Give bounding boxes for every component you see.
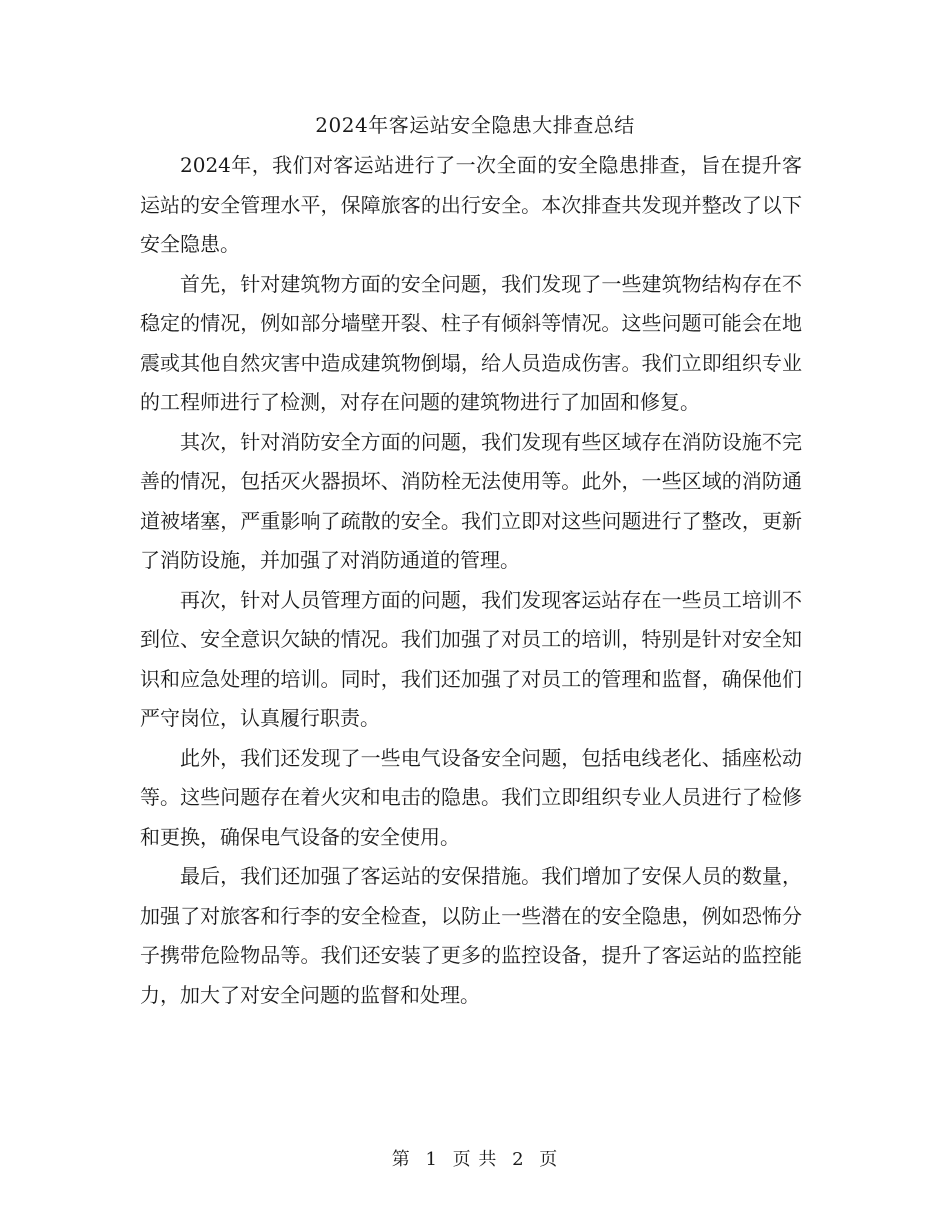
paragraph-personnel: 再次，针对人员管理方面的问题，我们发现客运站存在一些员工培训不到位、安全意识欠缺的情况。我们加强了对员工的培训，特别是针对安全知识和应急处理的培训。同时，我们还加强了对员工的管理和监督，确保他们严守岗位，认真履行职责。 — [140, 587, 802, 730]
document-body — [140, 146, 802, 1015]
footer-page-suffix: 页 — [539, 1149, 559, 1170]
document-title: 2024年客运站安全隐患大排查总结 — [315, 113, 635, 137]
paragraph-fire-safety: 其次，针对消防安全方面的问题，我们发现有些区域存在消防设施不完善的情况，包括灭火器损坏、消防栓无法使用等。此外，一些区域的消防通道被堵塞，严重影响了疏散的安全。我们立即对这些问题进行了整改，更新了消防设施，并加强了对消防通道的管理。 — [140, 429, 802, 572]
paragraph-security: 最后，我们还加强了客运站的安保措施。我们增加了安保人员的数量，加强了对旅客和行李的安全检查，以防止一些潜在的安全隐患，例如恐怖分子携带危险物品等。我们还安装了更多的监控设备，提升了客运站的监控能力，加大了对安全问题的监督和处理。 — [140, 864, 802, 1007]
footer-page-prefix: 第 — [391, 1149, 411, 1170]
footer-page-middle: 页 共 — [452, 1149, 498, 1170]
paragraph-intro: 2024年，我们对客运站进行了一次全面的安全隐患排查，旨在提升客运站的安全管理水平，保障旅客的出行安全。本次排查共发现并整改了以下安全隐患。 — [140, 153, 802, 256]
page-footer — [0, 1147, 950, 1173]
paragraph-buildings: 首先，针对建筑物方面的安全问题，我们发现了一些建筑物结构存在不稳定的情况，例如部分墙壁开裂、柱子有倾斜等情况。这些问题可能会在地震或其他自然灾害中造成建筑物倒塌，给人员造成伤害。我们立即组织专业的工程师进行了检测，对存在问题的建筑物进行了加固和修复。 — [140, 271, 802, 414]
footer-current-page: 1 — [425, 1149, 438, 1170]
paragraph-electrical: 此外，我们还发现了一些电气设备安全问题，包括电线老化、插座松动等。这些问题存在着火灾和电击的隐患。我们立即组织专业人员进行了检修和更换，确保电气设备的安全使用。 — [140, 745, 802, 849]
footer-total-pages: 2 — [512, 1149, 525, 1170]
